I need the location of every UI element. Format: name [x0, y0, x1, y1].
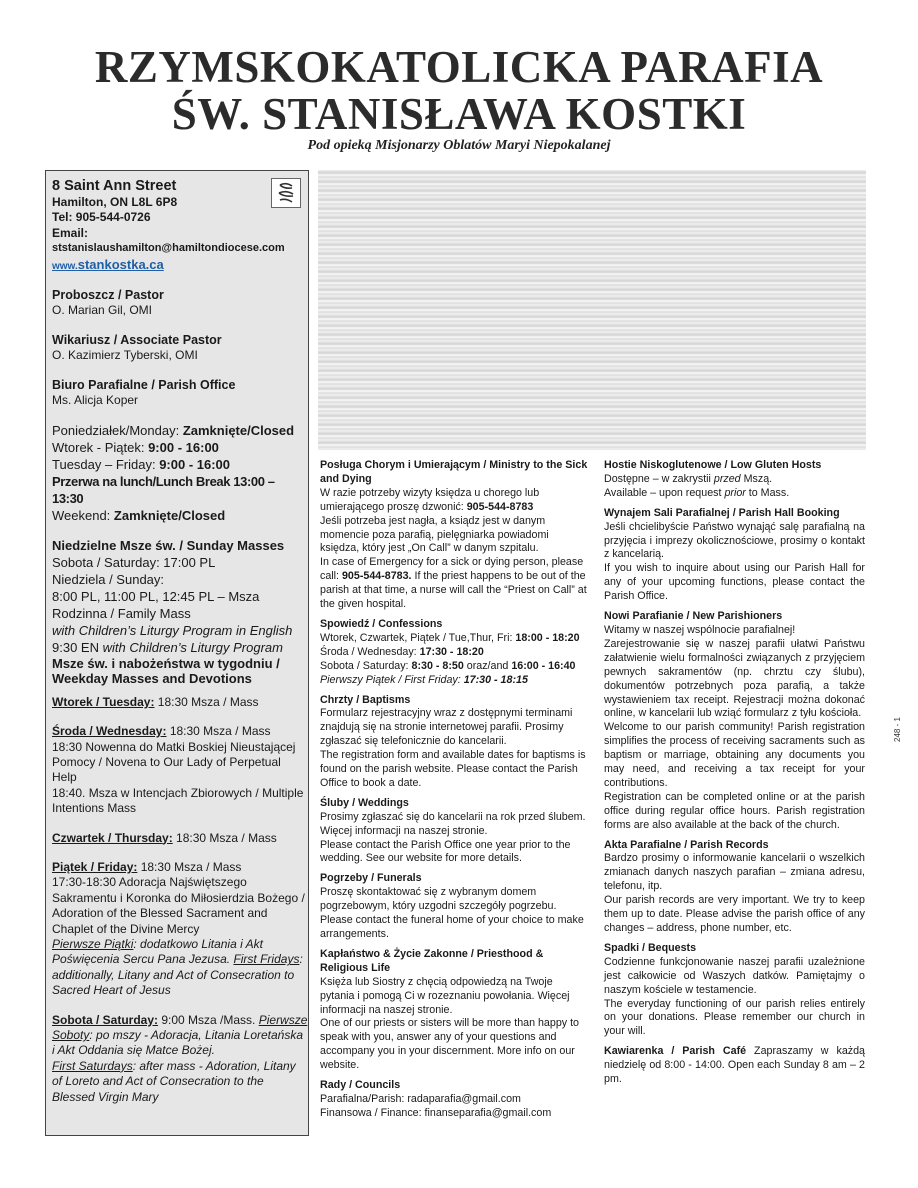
new-welcome-en: Welcome to our parish community! Parish registration simplifies the process of receiving sacraments such as baptism or marriage, obtaining any documents you may need, and receiving a tax receipt for your contributions. [604, 721, 865, 789]
weekday-thursday: Czwartek / Thursday: 18:30 Msza / Mass [52, 830, 277, 845]
confessions-line-2: Środa / Wednesday: 17:30 - 18:20 [320, 645, 484, 658]
page-code: 248 - 1 [893, 717, 902, 742]
council-finance: Finansowa / Finance: finanseparafia@gmail.com [320, 1106, 552, 1119]
sick-pl-1: W razie potrzeby wizyty księdza u chorego lub umierającego proszę dzwonić: 905-544-8783 [320, 486, 540, 513]
sunday-english: 9:30 EN with Children’s Liturgy Program [52, 639, 283, 655]
phone: Tel: 905-544-0726 [52, 210, 151, 225]
sick-pl-2: Jeśli potrzeba jest nagła, a ksiądz jest w danym momencie poza parafią, pielęgniarka powiadomi księdza, który jest „On Call” w danym szpitalu. [320, 514, 549, 555]
bequests-pl: Codzienne funkcjonowanie naszej parafii uzależnione jest całkowicie od Waszych datków. Pamiętajmy o naszym kościele w testamencie. [604, 955, 865, 996]
councils-heading: Rady / Councils [320, 1079, 401, 1092]
column-middle [320, 459, 588, 1127]
funerals-en: Please contact the funeral home of your choice to make arrangements. [320, 914, 584, 940]
parish-logo-icon [271, 178, 301, 208]
weddings-pl: Prosimy zgłaszać się do kancelarii na rok przed ślubem. Więcej informacji na naszej stronie. [320, 810, 586, 837]
weekday-heading: Msze św. i nabożeństwa w tygodniu / Weekday Masses and Devotions [52, 655, 280, 687]
website-prefix[interactable]: www. [52, 260, 78, 272]
gluten-pl: Dostępne – w zakrystii przed Mszą. [604, 472, 773, 485]
sick-en: In case of Emergency for a sick or dying person, please call: 905-544-8783. If the priest happens to be out of the parish at that time, a nurse will call the “Priest on Call” at the given hospital. [320, 556, 587, 611]
new-register-pl: Zarejestrowanie się w naszej parafii ułatwi Państwu załatwienie wielu formalności związanych z przyjęciem pewnych sakramentów (np. chrztu czy ślubu), dokumentów potrzebnych poza parafią, a także wystawieniem tax receipt. Rejestracji można dokonać online, w kancelarii lub wziąć formularz z tyłu kościoła. [604, 637, 865, 720]
title-line-1: RZYMSKOKATOLICKA PARAFIA [94, 42, 824, 92]
email-address[interactable]: ststanislaushamilton@hamiltondiocese.com [52, 242, 285, 255]
records-heading: Akta Parafialne / Parish Records [604, 838, 769, 851]
records-en: Our parish records are very important. We try to keep them up to date. Please advise the parish office of any changes – address, phone number, etc. [604, 894, 865, 934]
hours-tue-fri-en: Tuesday – Friday: 9:00 - 16:00 [52, 457, 231, 473]
hours-tue-fri-pl: Wtorek - Piątek: 9:00 - 16:00 [52, 440, 219, 456]
website-link[interactable]: stankostka.ca [77, 256, 164, 272]
pastor-role: Proboszcz / Pastor [52, 288, 164, 303]
associate-name: O. Kazimierz Tyberski, OMI [52, 348, 198, 363]
column-right [604, 459, 865, 1093]
wednesday-novena: 18:30 Nowenna do Matki Boskiej Nieustającej Pomocy / Novena to Our Lady of Perpetual Help [52, 739, 296, 785]
associate-role: Wikariusz / Associate Pastor [52, 332, 222, 347]
gluten-en: Available – upon request prior to Mass. [604, 486, 790, 499]
new-welcome-pl: Witamy w naszej wspólnocie parafialnej! [604, 623, 796, 636]
sunday-masses-heading: Niedzielne Msze św. / Sunday Masses [52, 538, 285, 554]
subtitle: Pod opieką Misjonarzy Oblatów Maryi Niepokalanej [307, 138, 611, 153]
address-city: Hamilton, ON L8L 6P8 [52, 195, 178, 209]
email-label: Email: [52, 225, 89, 240]
hours-monday: Poniedziałek/Monday: Zamknięte/Closed [52, 423, 295, 439]
gluten-heading: Hostie Niskoglutenowe / Low Gluten Hosts [604, 459, 822, 471]
records-pl: Bardzo prosimy o informowanie kancelarii o wszelkich zmianach danych naszych parafian – zmiana adresu, telefonu, itp. [604, 852, 865, 893]
sunday-saturday: Sobota / Saturday: 17:00 PL [52, 554, 216, 570]
wednesday-intentions: 18:40. Msza w Intencjach Zbiorowych / Multiple Intentions Mass [52, 785, 304, 816]
friday-first-fridays: Pierwsze Piątki: dodatkowo Litania i Akt Poświęcenia Sercu Pana Jezusa. First Fridays: additionally, Litany and Act of Consecration to Sacred Heart of Jesus [52, 936, 303, 998]
confessions-line-4: Pierwszy Piątek / First Friday: 17:30 - 18:15 [320, 673, 528, 686]
new-register-en: Registration can be completed online or at the parish office during regular office hours. Parish registration forms are also available at the back of the church. [604, 790, 865, 831]
weekday-saturday: Sobota / Saturday: 9:00 Msza /Mass. Pierwsze Soboty: po mszy - Adoracja, Litania Loretańska i Akt Oddania się Matce Bożej. [52, 1012, 308, 1058]
vocations-heading: Kapłaństwo & Życie Zakonne / Priesthood & Religious Life [320, 947, 544, 974]
weekday-friday: Piątek / Friday: 18:30 Msza / Mass [52, 859, 242, 874]
sunday-times: 8:00 PL, 11:00 PL, 12:45 PL – Msza Rodzinna / Family Mass [52, 588, 260, 621]
baptisms-pl: Formularz rejestracyjny wraz z dostępnymi terminami znajdują się na stronie internetowej parafii. Prosimy zgłaszać się telefonicznie do kancelarii. [320, 707, 573, 748]
title-line-2: ŚW. STANISŁAWA KOSTKI [171, 89, 747, 139]
website[interactable] [52, 257, 308, 274]
new-parishioners-heading: Nowi Parafianie / New Parishioners [604, 610, 783, 623]
sick-heading: Posługa Chorym i Umierającym / Ministry to the Sick and Dying [320, 459, 588, 485]
funerals-heading: Pogrzeby / Funerals [320, 872, 422, 885]
hall-heading: Wynajem Sali Parafialnej / Parish Hall Booking [604, 506, 840, 519]
weddings-en: Please contact the Parish Office one year prior to the wedding. See our website for more details. [320, 838, 571, 865]
bequests-en: The everyday functioning of our parish relies entirely on your donations. Please remember our church in your will. [604, 997, 865, 1038]
hours-lunch: Przerwa na lunch/Lunch Break 13:00 – 13:30 [52, 474, 275, 507]
hall-en: If you wish to inquire about using our Parish Hall for any of your upcoming functions, please contact the Parish Office. [604, 562, 865, 603]
confessions-heading: Spowiedź / Confessions [320, 617, 443, 630]
cafe-heading: Kawiarenka / Parish Café [604, 1045, 747, 1058]
vocations-en: One of our priests or sisters will be more than happy to speak with you, answer any of your questions and accompany you in your discernment. More info on our website. [320, 1017, 579, 1072]
parish-photo [318, 170, 866, 450]
confessions-line-1: Wtorek, Czwartek, Piątek / Tue,Thur, Fri: 18:00 - 18:20 [320, 631, 580, 644]
confessions-line-3: Sobota / Saturday: 8:30 - 8:50 oraz/and 16:00 - 16:40 [320, 659, 576, 672]
cafe: Kawiarenka / Parish Café Zapraszamy w każdą niedzielę od 8:00 - 14:00. Open each Sunday 8 am – 2 pm. [604, 1045, 865, 1086]
saturday-first-saturdays: First Saturdays: after mass - Adoration, Litany of Loreto and Act of Consecration to the Blessed Virgin Mary [52, 1058, 296, 1104]
contact-sidebar [45, 170, 309, 1136]
weekday-tuesday: Wtorek / Tuesday: 18:30 Msza / Mass [52, 694, 259, 709]
address-street: 8 Saint Ann Street [52, 178, 177, 194]
pastor-name: O. Marian Gil, OMI [52, 303, 153, 318]
friday-adoration: 17:30-18:30 Adoracja Najświętszego Sakramentu i Koronka do Miłosierdzia Bożego / Adoration of the Blessed Sacrament and Chaplet of the Divine Mercy [52, 875, 305, 936]
baptisms-heading: Chrzty / Baptisms [320, 693, 411, 706]
funerals-pl: Proszę skontaktować się z wybranym domem pogrzebowym, który uzgodni szczegóły pogrzebu. [320, 886, 557, 913]
office-role: Biuro Parafialne / Parish Office [52, 377, 236, 392]
hours-weekend: Weekend: Zamknięte/Closed [52, 508, 226, 524]
vocations-pl: Księża lub Siostry z chęcią odpowiedzą na Twoje pytania i pomogą Ci w rozeznaniu powołania. Więcej informacji na naszej stronie. [320, 975, 570, 1016]
sunday-label: Niedziela / Sunday: [52, 571, 165, 587]
sunday-childrens: with Children’s Liturgy Program in English [52, 622, 293, 638]
hall-pl: Jeśli chcielibyście Państwo wynająć salę parafialną na przyjęcia i imprezy okolicznościowe, prosimy o kontakt z kancelarią. [604, 520, 865, 561]
council-parish: Parafialna/Parish: radaparafia@gmail.com [320, 1092, 521, 1105]
baptisms-en: The registration form and available dates for baptisms is found on the parish website. Please contact the Parish Office to book a date. [320, 749, 586, 789]
bequests-heading: Spadki / Bequests [604, 941, 697, 954]
weekday-wednesday: Środa / Wednesday: 18:30 Msza / Mass [52, 724, 271, 739]
office-name: Ms. Alicja Koper [52, 393, 139, 408]
weddings-heading: Śluby / Weddings [320, 796, 409, 809]
